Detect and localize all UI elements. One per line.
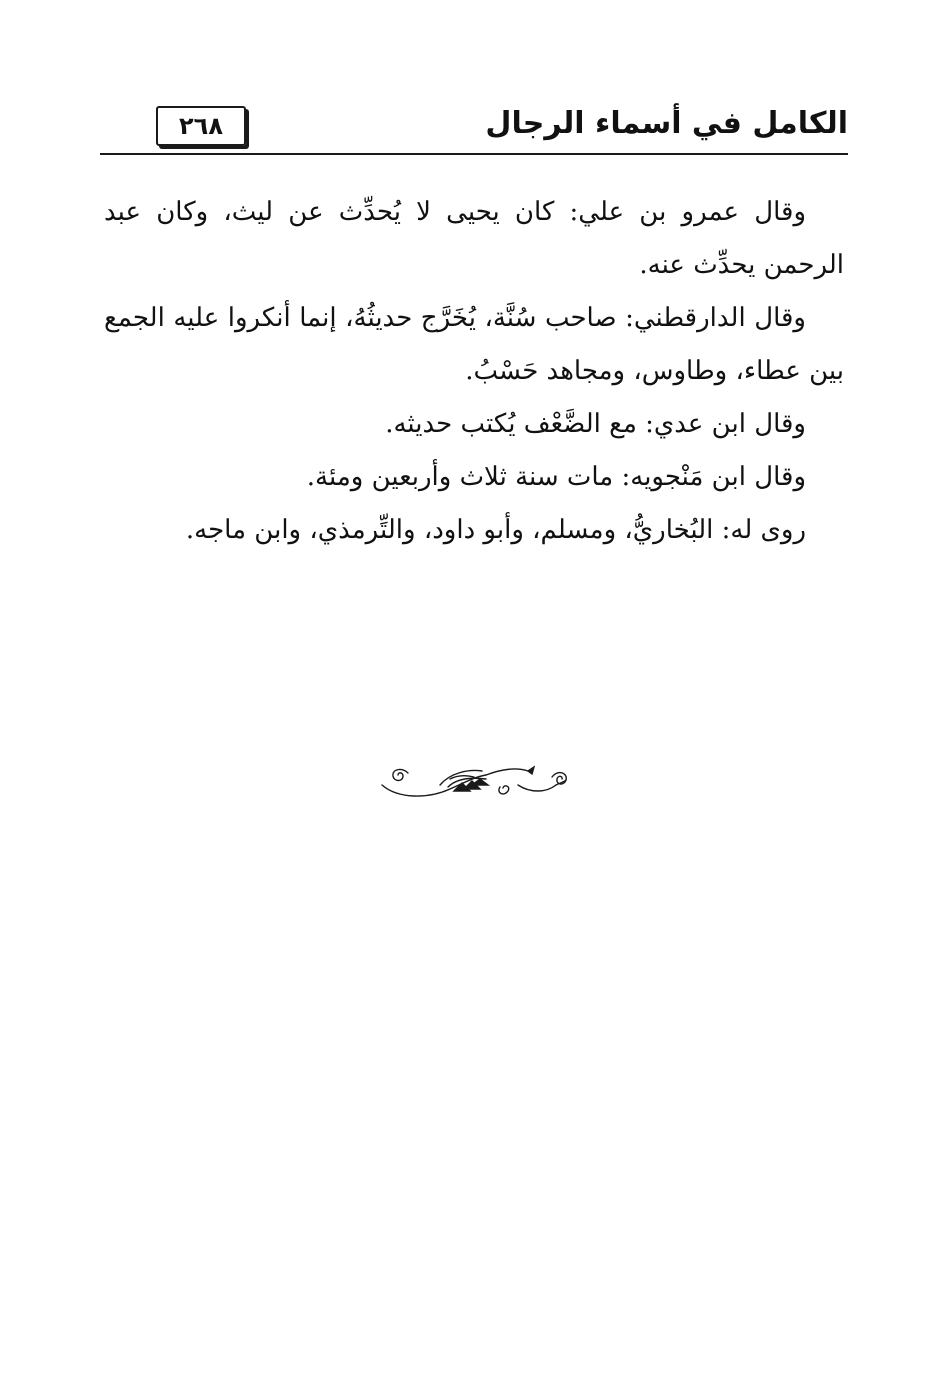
floral-divider-icon [378,755,570,803]
paragraph-narrators: روى له: البُخاريُّ، ومسلم، وأبو داود، والتِّرمذي، وابن ماجه. [185,515,806,545]
body-text [104,186,844,557]
paragraph-amr-ibn-ali: وقال عمرو بن علي: كان يحيى لا يُحدِّث عن ليث، وكان عبد الرحمن يحدِّث عنه. [104,197,844,280]
page-header [100,96,848,158]
paragraph-ibn-manjuyah: وقال ابن مَنْجويه: مات سنة ثلاث وأربعين ومئة. [306,462,806,492]
running-title: الكامل في أسماء الرجال [485,105,848,141]
paragraph-daraqutni: وقال الدارقطني: صاحب سُنَّة، يُخَرَّج حديثُهُ، إنما أنكروا عليه الجمع بين عطاء، وطاوس، ومجاهد حَسْبُ. [104,303,844,386]
page-number: ٢٦٨ [156,106,246,146]
paragraph-ibn-adi: وقال ابن عدي: مع الضَّعْف يُكتب حديثه. [385,409,806,439]
header-rule [100,153,848,155]
